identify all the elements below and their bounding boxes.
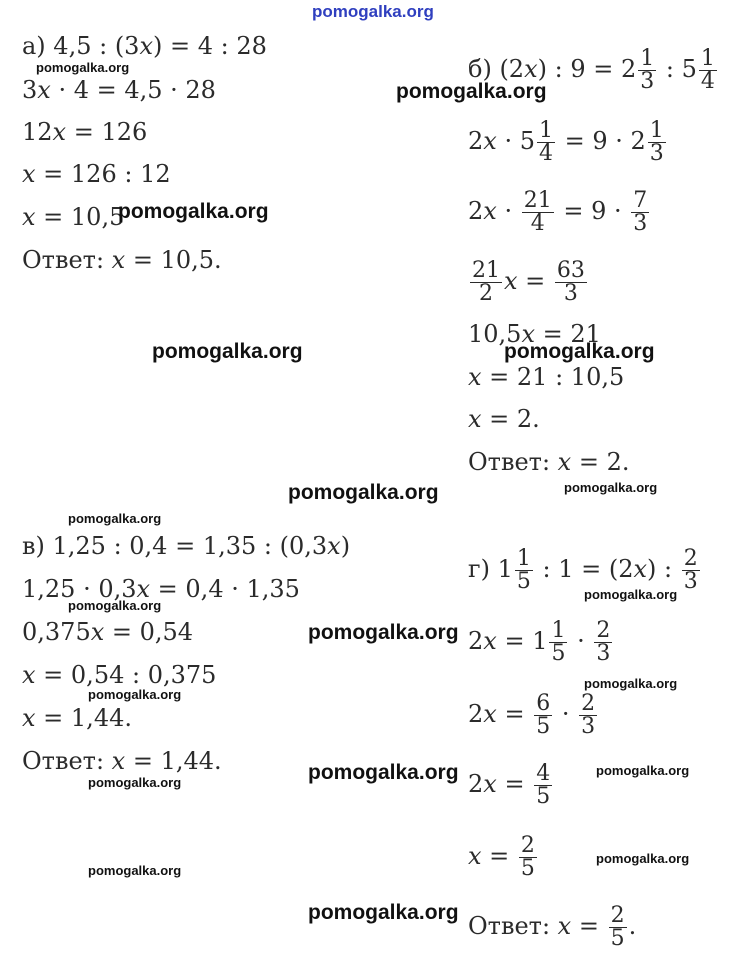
problem-b-step-4: 10,5x = 21 — [468, 320, 601, 348]
fraction: $\frac{1}{3}$ — [649, 118, 664, 166]
watermark: pomogalka.org — [564, 480, 658, 495]
problem-b-step-5: x = 21 : 10,5 — [468, 363, 625, 391]
problem-b-answer: Ответ: x = 2. — [468, 448, 630, 476]
problem-b-step-6: x = 2. — [468, 405, 540, 433]
problem-g-step-1: 2x = 1 $\frac{1}{5}$ · $\frac{2}{3}$ — [468, 618, 611, 666]
watermark: pomogalka.org — [68, 511, 162, 526]
watermark: pomogalka.org — [584, 587, 678, 602]
problem-a-step-3: x = 126 : 12 — [22, 160, 171, 188]
problem-v-step-4: x = 1,44. — [22, 704, 132, 732]
watermark: pomogalka.org — [396, 80, 547, 103]
watermark: pomogalka.org — [88, 775, 182, 790]
fraction: $\frac{63}{3}$ — [556, 258, 585, 306]
fraction: $\frac{2}{3}$ — [596, 618, 611, 666]
problem-v-step-1: 1,25 · 0,3x = 0,4 · 1,35 — [22, 575, 300, 603]
watermark: pomogalka.org — [152, 340, 303, 363]
watermark: pomogalka.org — [288, 481, 439, 504]
fraction: $\frac{1}{3}$ — [640, 46, 655, 94]
fraction: $\frac{6}{5}$ — [536, 691, 551, 739]
watermark: pomogalka.org — [596, 851, 690, 866]
problem-v-step-2: 0,375x = 0,54 — [22, 618, 194, 646]
watermark: pomogalka.org — [88, 687, 182, 702]
fraction: $\frac{4}{5}$ — [536, 761, 551, 809]
problem-a-answer: Ответ: x = 10,5. — [22, 246, 222, 274]
watermark: pomogalka.org — [36, 60, 130, 75]
watermark: pomogalka.org — [308, 621, 459, 644]
fraction: $\frac{7}{3}$ — [633, 188, 648, 236]
problem-a-step-1: 3x · 4 = 4,5 · 28 — [22, 76, 216, 104]
problem-a-statement: а) 4,5 : (3x) = 4 : 28 — [22, 32, 267, 60]
problem-g-answer: Ответ: x = $\frac{2}{5}$ . — [468, 903, 637, 951]
fraction: $\frac{21}{2}$ — [472, 258, 500, 306]
problem-v-step-3: x = 0,54 : 0,375 — [22, 661, 217, 689]
watermark: pomogalka.org — [68, 598, 162, 613]
fraction: $\frac{2}{3}$ — [581, 691, 596, 739]
problem-b-step-1: 2x · 5 $\frac{1}{4}$ = 9 · 2 $\frac{1}{3}$ — [468, 118, 664, 166]
watermark: pomogalka.org — [88, 863, 182, 878]
fraction: $\frac{2}{3}$ — [683, 546, 698, 594]
problem-v-statement: в) 1,25 : 0,4 = 1,35 : (0,3x) — [22, 532, 351, 560]
fraction: $\frac{2}{5}$ — [520, 833, 535, 881]
problem-a-step-4: x = 10,5 — [22, 203, 125, 231]
watermark: pomogalka.org — [118, 200, 269, 223]
problem-b-step-3: $\frac{21}{2}$ x = $\frac{63}{3}$ — [472, 258, 585, 306]
problem-g-step-3: 2x = $\frac{4}{5}$ — [468, 761, 551, 809]
watermark-top: pomogalka.org — [312, 2, 434, 21]
fraction: $\frac{1}{5}$ — [551, 618, 566, 666]
problem-a-step-2: 12x = 126 — [22, 118, 148, 146]
fraction: $\frac{1}{4}$ — [700, 46, 715, 94]
fraction: $\frac{1}{5}$ — [516, 546, 531, 594]
watermark: pomogalka.org — [504, 340, 655, 363]
problem-b-statement: б) (2x) : 9 = 2 $\frac{1}{3}$ : 5 $\frac{1}{4}$ — [468, 46, 715, 94]
fraction: $\frac{1}{4}$ — [538, 118, 553, 166]
fraction: $\frac{2}{5}$ — [610, 903, 625, 951]
fraction: $\frac{21}{4}$ — [523, 188, 552, 236]
problem-b-step-2: 2x · $\frac{21}{4}$ = 9 · $\frac{7}{3}$ — [468, 188, 648, 236]
problem-v-answer: Ответ: x = 1,44. — [22, 747, 222, 775]
problem-g-step-2: 2x = $\frac{6}{5}$ · $\frac{2}{3}$ — [468, 691, 596, 739]
problem-g-statement: г) 1 $\frac{1}{5}$ : 1 = (2x) : $\frac{2}{3}$ — [468, 546, 698, 594]
problem-g-step-4: x = $\frac{2}{5}$ — [468, 833, 535, 881]
watermark: pomogalka.org — [584, 676, 678, 691]
watermark: pomogalka.org — [596, 763, 690, 778]
watermark: pomogalka.org — [308, 901, 459, 924]
watermark: pomogalka.org — [308, 761, 459, 784]
